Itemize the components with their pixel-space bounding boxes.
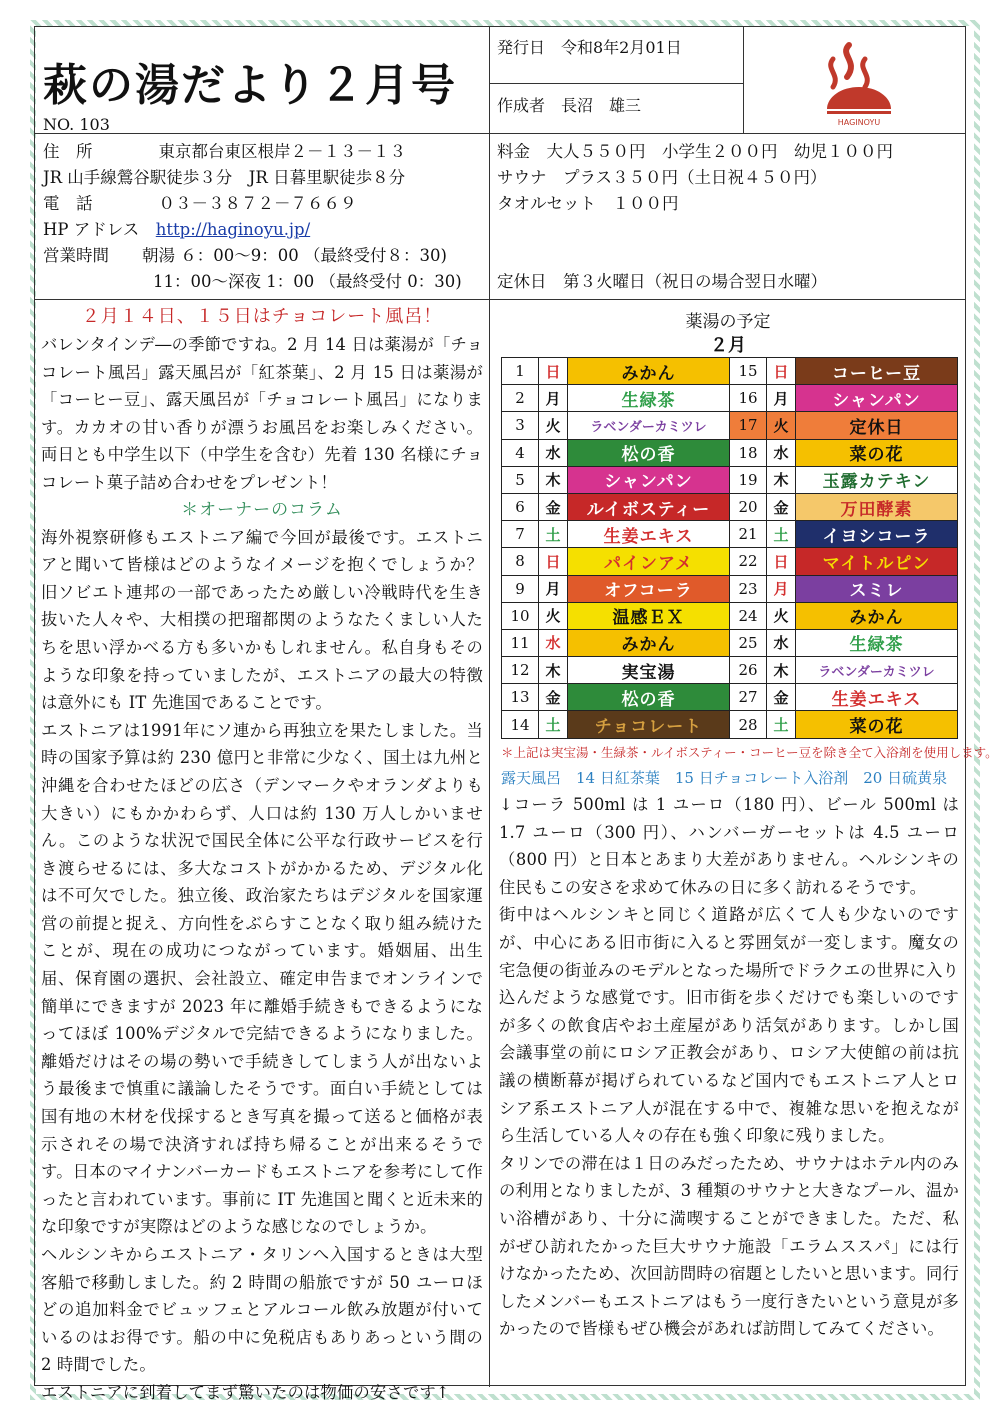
calendar-weekday: 月	[767, 385, 796, 412]
left-column	[41, 303, 483, 1407]
calendar-weekday: 金	[539, 493, 568, 520]
calendar-weekday: 月	[539, 385, 568, 412]
logo-text: HAGINOYU	[837, 118, 881, 127]
calendar-month: ２月	[710, 335, 746, 356]
calendar-row	[502, 385, 958, 412]
calendar-bath-name: マイトルピン	[796, 548, 958, 575]
calendar-day-number: 20	[730, 493, 767, 520]
calendar-bath-name: 実宝湯	[568, 657, 730, 684]
calendar-bath-name: チョコレート	[568, 711, 730, 738]
event-intro: バレンタインデ―の季節ですね。2 月 14 日は薬湯が「チョコレート風呂」露天風呂が「紅茶葉」、2 月 15 日は薬湯が「コーヒー豆」、露天風呂が「チョコレート風呂」になります。カカオの甘い香りが漂うお風呂をお楽しみください。両日とも中学生以下（中学生を含む）先着 130 名様にチョコレート菓子詰め合わせをプレゼント！	[41, 335, 483, 492]
calendar-row	[502, 548, 958, 575]
calendar-note: ＊上記は実宝湯・生緑茶・ルイボスティー・コーヒー豆を除き全て入浴剤を使用します。	[501, 745, 998, 760]
calendar-bath-name: 温感ＥＸ	[568, 602, 730, 629]
calendar-weekday: 火	[539, 602, 568, 629]
right-paragraph-1: ↓コーラ 500ml は 1 ユーロ（180 円）、ビール 500ml は 1.7 ユーロ（300 円）、ハンバーガーセットは 4.5 ユーロ（800 円）と日本とあまり大差がありません。ヘルシンキの住民もこの安さを求めて休みの日に多く訪れるそうです。	[499, 795, 959, 897]
calendar-bath-name: 松の香	[568, 684, 730, 711]
towel-fee: タオルセット １００円	[497, 194, 679, 213]
calendar-day-number: 10	[502, 602, 539, 629]
calendar-weekday: 日	[539, 358, 568, 385]
calendar-day-number: 26	[730, 657, 767, 684]
calendar-bath-name: ルイボスティー	[568, 493, 730, 520]
newsletter-title: 萩の湯だより２月号	[43, 60, 457, 111]
calendar-weekday: 木	[539, 466, 568, 493]
calendar-weekday: 日	[767, 548, 796, 575]
event-headline: ２月１４日、１５日はチョコレート風呂！	[81, 306, 443, 327]
calendar-weekday: 金	[539, 684, 568, 711]
homepage-row	[43, 217, 462, 243]
calendar-day-number: 8	[502, 548, 539, 575]
calendar-bath-name: シャンパン	[796, 385, 958, 412]
calendar-weekday: 日	[539, 548, 568, 575]
column-paragraph-3: ヘルシンキからエストニア・タリンへ入国するときは大型客船で移動しました。約 2 時間の船旅ですが 50 ユーロほどの追加料金でビュッフェとアルコール飲み放題が付いているのはお得です。船の中に免税店もありあっという間の 2 時間でした。	[41, 1245, 483, 1375]
right-column	[499, 791, 959, 1343]
calendar-bath-name: スミレ	[796, 575, 958, 602]
calendar-bath-name: 生姜エキス	[568, 521, 730, 548]
calendar-day-number: 18	[730, 439, 767, 466]
column-paragraph-1: 海外視察研修もエストニア編で今回が最後です。エストニアと聞いて皆様はどのようなイメージを抱くでしょうか？旧ソビエト連邦の一部であったため厳しい冷戦時代を生き抜いた人々や、大相撲の把瑠都関のようなたくましい人たちを思い浮かべる方も多いかもしれません。私自身もそのような印象を持っていましたが、エストニアの最大の特徴は意外にも IT 先進国であることです。	[41, 527, 483, 713]
hours-morning: 営業時間 朝湯 ６：00～9：00 （最終受付８：30)	[43, 246, 447, 265]
owner-column-title: ＊オーナーのコラム	[181, 499, 343, 520]
calendar-day-number: 11	[502, 629, 539, 656]
calendar-bath-name: 定休日	[796, 412, 958, 439]
calendar-row	[502, 575, 958, 602]
calendar-weekday: 火	[767, 602, 796, 629]
calendar-row	[502, 602, 958, 629]
calendar-row	[502, 657, 958, 684]
calendar-bath-name: みかん	[568, 358, 730, 385]
calendar-bath-name: ラベンダーカミツレ	[796, 657, 958, 684]
newsletter-page	[34, 26, 998, 1402]
right-paragraph-2: 街中はヘルシンキと同じく道路が広くて人も少ないのですが、中心にある旧市街に入ると雰囲気が一変します。魔女の宅急便の街並みのモデルとなった場所でドラクエの世界に入り込んだような感覚です。旧市街を歩くだけでも楽しいのですが多くの飲食店やお土産屋があり活気があります。しかし国会議事堂の前にロシア正教会があり、ロシア大使館の前は抗議の横断幕が掲げられているなど国内でもエストニア人とロシア系エストニア人が混在する中で、複雑な思いを抱えながら生活している人々の存在も強く印象に残りました。	[499, 905, 960, 1146]
calendar-day-number: 3	[502, 412, 539, 439]
info-right	[497, 139, 893, 217]
issue-number: NO. 103	[43, 115, 110, 134]
calendar-day-number: 7	[502, 521, 539, 548]
calendar-bath-name: シャンパン	[568, 466, 730, 493]
info-left	[43, 139, 462, 295]
right-paragraph-3: タリンでの滞在は１日のみだったため、サウナはホテル内のみの利用となりましたが、3 種類のサウナと大きなプール、温かい浴槽があり、十分に満喫することができました。ただ、私がぜひ訪れたかった巨大サウナ施設「エラムススパ」には行けなかったため、次回訪問時の宿題としたいと思います。同行したメンバーもエストニアはもう一度行きたいという意見が多かったので皆様もぜひ機会があれば訪問してみてください。	[499, 1153, 960, 1339]
calendar-bath-name: 菜の花	[796, 439, 958, 466]
calendar-bath-name: 松の香	[568, 439, 730, 466]
calendar-day-number: 12	[502, 657, 539, 684]
address: 住 所 東京都台東区根岸２－１３－１３	[43, 142, 406, 161]
calendar-bath-name: パインアメ	[568, 548, 730, 575]
calendar-day-number: 13	[502, 684, 539, 711]
author: 作成者 長沼 雄三	[497, 96, 642, 115]
calendar-day-number: 1	[502, 358, 539, 385]
calendar-weekday: 月	[539, 575, 568, 602]
calendar-day-number: 23	[730, 575, 767, 602]
calendar-bath-name: 生姜エキス	[796, 684, 958, 711]
calendar-day-number: 6	[502, 493, 539, 520]
calendar-row	[502, 358, 958, 385]
calendar-day-number: 28	[730, 711, 767, 738]
calendar-bath-name: オフコーラ	[568, 575, 730, 602]
haginoyu-logo-icon	[819, 37, 899, 127]
calendar-row	[502, 493, 958, 520]
calendar-weekday: 火	[539, 412, 568, 439]
calendar-weekday: 金	[767, 684, 796, 711]
calendar-weekday: 土	[539, 711, 568, 738]
access: JR 山手線鶯谷駅徒歩３分 JR 日暮里駅徒歩８分	[43, 168, 406, 187]
calendar-day-number: 24	[730, 602, 767, 629]
calendar-bath-name: 万田酵素	[796, 493, 958, 520]
calendar-day-number: 2	[502, 385, 539, 412]
calendar-row	[502, 629, 958, 656]
calendar-day-number: 22	[730, 548, 767, 575]
calendar-bath-name: みかん	[568, 629, 730, 656]
column-paragraph-2: エストニアは1991年にソ連から再独立を果たしました。当時の国家予算は約 230 億円と非常に少なく、国土は九州と沖縄を合わせたほどの広さ（デンマークやオランダよりも大きい）にもかかわらず、人口は約 130 万人しかいません。このような状況で国民全体に公平な行政サービスを行き渡らせるには、多大なコストがかかるため、デジタル化は不可欠でした。独立後、政治家たちはデジタルを国家運営の前提と捉え、方向性をぶらすことなく取り組み続けたことが、現在の成功につながっています。婚姻届、出生届、保育園の選択、会社設立、確定申告までオンラインで簡単にできますが 2023 年に離婚手続きもできるようになってほぼ 100%デジタルで完結できるようになりました。離婚だけはその場の勢いで手続きしてしまう人が出ないよう最後まで慎重に議論したそうです。面白い手続としては国有地の木材を伐採するとき写真を撮って送ると価格が表示されその場で決済すれば持ち帰ることが出来るそうです。日本のマイナンバーカードもエストニアを参考にして作ったと言われています。事前に IT 先進国と聞くと近未来的な印象ですが実際はどのような感じなのでしょうか。	[41, 720, 483, 1237]
calendar-day-number: 27	[730, 684, 767, 711]
closed-day: 定休日 第３火曜日（祝日の場合翌日水曜）	[497, 272, 827, 291]
calendar-bath-name: イヨシコーラ	[796, 521, 958, 548]
calendar-bath-name: 生緑茶	[568, 385, 730, 412]
calendar-day-number: 21	[730, 521, 767, 548]
calendar-row	[502, 412, 958, 439]
calendar-day-number: 9	[502, 575, 539, 602]
calendar-bath-name: コーヒー豆	[796, 358, 958, 385]
calendar-day-number: 4	[502, 439, 539, 466]
calendar-bath-name: 菜の花	[796, 711, 958, 738]
calendar-row	[502, 521, 958, 548]
calendar-row	[502, 466, 958, 493]
publish-date: 発行日 令和8年2月01日	[497, 38, 682, 57]
calendar-day-number: 14	[502, 711, 539, 738]
outdoor-bath-schedule: 露天風呂 14 日紅茶葉 15 日チョコレート入浴剤 20 日硫黄泉	[501, 769, 948, 787]
calendar-weekday: 土	[767, 711, 796, 738]
calendar-bath-name: 玉露カテキン	[796, 466, 958, 493]
homepage-link[interactable]: http://haginoyu.jp/	[155, 220, 311, 239]
calendar-weekday: 水	[767, 629, 796, 656]
calendar-weekday: 水	[539, 629, 568, 656]
hours-day: 11：00～深夜 1：00 （最終受付 0：30)	[153, 272, 462, 291]
calendar-weekday: 木	[539, 657, 568, 684]
calendar-weekday: 木	[767, 657, 796, 684]
calendar-weekday: 水	[767, 439, 796, 466]
phone: 電 話 ０３－３８７２－７６６９	[43, 194, 357, 213]
calendar-weekday: 土	[767, 521, 796, 548]
calendar-weekday: 日	[767, 358, 796, 385]
calendar-bath-name: ラベンダーカミツレ	[568, 412, 730, 439]
fee: 料金 大人５５０円 小学生２００円 幼児１００円	[497, 142, 893, 161]
calendar-weekday: 木	[767, 466, 796, 493]
calendar-day-number: 25	[730, 629, 767, 656]
calendar-day-number: 19	[730, 466, 767, 493]
calendar-row	[502, 711, 958, 738]
calendar-weekday: 土	[539, 521, 568, 548]
calendar-bath-name: みかん	[796, 602, 958, 629]
calendar-day-number: 15	[730, 358, 767, 385]
calendar-row	[502, 684, 958, 711]
calendar-weekday: 金	[767, 493, 796, 520]
homepage-label: HP アドレス	[43, 220, 156, 239]
calendar-day-number: 16	[730, 385, 767, 412]
calendar-day-number: 17	[730, 412, 767, 439]
calendar-day-number: 5	[502, 466, 539, 493]
herbal-bath-calendar	[501, 357, 958, 739]
calendar-bath-name: 生緑茶	[796, 629, 958, 656]
column-paragraph-4: エストニアに到着してまず驚いたのは物価の安さです↑	[41, 1382, 450, 1402]
calendar-weekday: 月	[767, 575, 796, 602]
calendar-row	[502, 439, 958, 466]
calendar-weekday: 火	[767, 412, 796, 439]
calendar-title: 薬湯の予定	[685, 312, 771, 332]
calendar-weekday: 水	[539, 439, 568, 466]
sauna-fee: サウナ プラス３５０円（土日祝４５０円）	[497, 168, 827, 187]
